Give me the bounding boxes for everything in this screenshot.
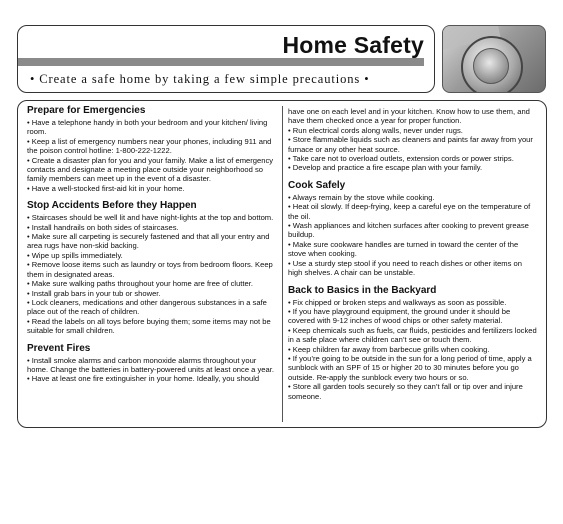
list-item: • Wash appliances and kitchen surfaces after cooking to prevent grease buildup.	[288, 221, 529, 240]
left-column	[27, 105, 276, 391]
title-underline-bar	[18, 58, 424, 66]
right-column	[288, 107, 538, 408]
list-item: • Wipe up spills immediately.	[27, 250, 123, 260]
list-item: • Develop and practice a fire escape plan with your family.	[288, 163, 483, 173]
list-item: • Store flammable liquids such as cleaners and paints far away from your furnace or any other heat source.	[288, 135, 533, 154]
list-item: • Lock cleaners, medications and other dangerous substances in a safe place out of the reach of children.	[27, 297, 267, 317]
list-item: • Have at least one fire extinguisher in your home. Ideally, you should	[27, 374, 260, 384]
list-item: • Store all garden tools securely so they can’t fall or tip over and injure someone.	[288, 382, 523, 401]
section-heading: Cook Safely	[288, 179, 346, 191]
section-prepare-for-emergencies	[27, 105, 276, 193]
section-prevent-fires	[27, 343, 276, 384]
list-item: • Keep chemicals such as fuels, car fluids, pesticides and fertilizers locked in a safe place where children can’t see or touch them.	[288, 325, 537, 345]
column-divider	[282, 106, 283, 422]
section-prevent-fires-continued	[288, 107, 538, 173]
header-panel	[17, 25, 435, 93]
list-item: • Have a telephone handy in both your bedroom and your kitchen/ living room.	[27, 118, 268, 137]
list-item: • If you’re going to be outside in the sun for a long period of time, apply a sunblock with an SPF of 15 or higher 20 to 30 minutes before you go outside. Re-apply the sunblock every two hours or so.	[288, 353, 532, 382]
list-item: • Fix chipped or broken steps and walkways as soon as possible.	[288, 297, 507, 307]
list-item: • Create a disaster plan for you and your family. Make a list of emergency contacts and designate a meeting place outside your neighborhood so family members can meet up in the event of a disaster.	[27, 155, 274, 184]
list-item: • Heat oil slowly. If deep-frying, keep a careful eye on the temperature of the oil.	[288, 202, 531, 221]
section-stop-accidents	[27, 200, 276, 335]
list-item: • Staircases should be well lit and have night-lights at the top and bottom.	[27, 213, 274, 223]
list-item: • Have a well-stocked first-aid kit in your home.	[27, 183, 185, 193]
list-item: • Remove loose items such as laundry or toys from bedroom floors. Keep them in designated areas.	[27, 260, 273, 279]
section-heading: Stop Accidents Before they Happen	[27, 200, 197, 212]
list-item: • Keep children far away from barbecue grills when cooking.	[288, 344, 490, 354]
list-item: • Install smoke alarms and carbon monoxide alarms throughout your home. Change the batteries in battery-powered units at least once a year.	[27, 355, 274, 374]
page-subtitle: • Create a safe home by taking a few simple precautions •	[30, 72, 370, 86]
list-item: • Run electrical cords along walls, never under rugs.	[288, 125, 463, 135]
list-item: • Install grab bars in your tub or shower.	[27, 288, 161, 298]
continued-text: have one on each level and in your kitchen. Know how to use them, and have them checked once a year for proper function.	[288, 107, 530, 126]
section-heading: Prepare for Emergencies	[27, 105, 146, 116]
list-item: • Read the labels on all toys before buying them; some items may not be suitable for small children.	[27, 316, 271, 336]
list-item: • Always remain by the stove while cooking.	[288, 192, 435, 202]
list-item: • Install handrails on both sides of staircases.	[27, 222, 179, 232]
list-item: • If you have playground equipment, the ground under it should be covered with 9-12 inches of wood chips or other safety material.	[288, 306, 511, 326]
list-item: • Make sure all carpeting is securely fastened and that all your entry and area rugs have non-skid backing.	[27, 232, 270, 251]
list-item: • Make sure cookware handles are turned in toward the center of the stove when cooking.	[288, 239, 519, 259]
list-item: • Make sure walking paths throughout your home are free of clutter.	[27, 279, 253, 289]
list-item: • Keep a list of emergency numbers near your phones, including 911 and the poison control hotline: 1-800-222-1222.	[27, 136, 272, 156]
section-backyard	[288, 285, 538, 401]
stove-knob-center	[473, 48, 509, 84]
section-cook-safely	[288, 180, 538, 278]
section-heading: Prevent Fires	[27, 342, 91, 354]
section-heading: Back to Basics in the Backyard	[288, 284, 437, 296]
list-item: • Use a sturdy step stool if you need to reach dishes or other items on high shelves. A chair can be unstable.	[288, 258, 522, 278]
stove-knob-photo	[442, 25, 546, 93]
page-title: Home Safety	[282, 32, 424, 58]
list-item: • Take care not to overload outlets, extension cords or power strips.	[288, 154, 514, 164]
